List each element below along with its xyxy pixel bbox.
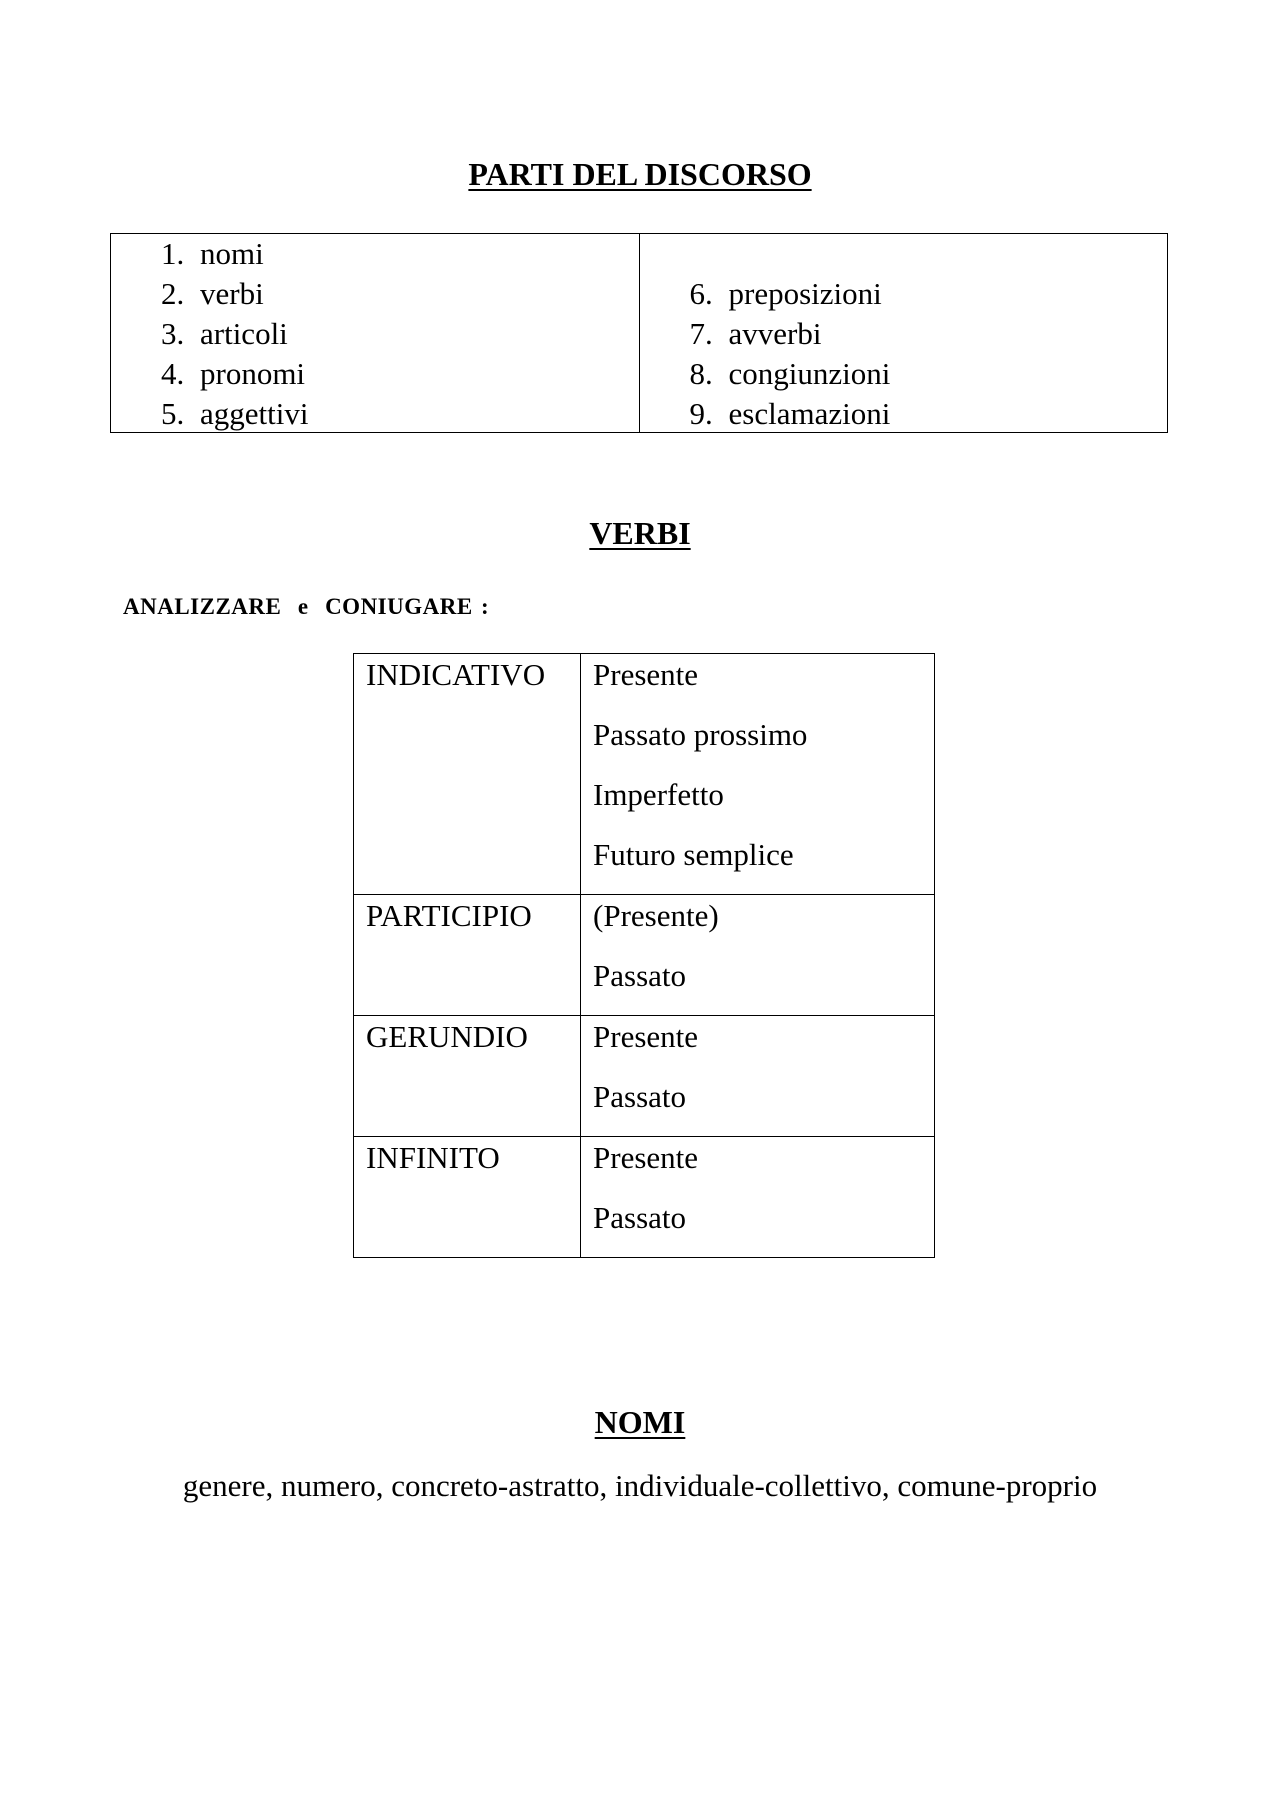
tenses-cell [581, 1137, 935, 1258]
list-item-number: 8. [689, 356, 713, 391]
verbi-instruction: ANALIZZARE e CONIUGARE : [123, 594, 490, 619]
parti-del-discorso-table [110, 233, 1168, 433]
list-item-number: 7. [689, 316, 713, 351]
list-item [690, 394, 891, 434]
list-item-number: 9. [689, 396, 713, 431]
table-row [354, 895, 935, 1016]
mode-cell [354, 654, 581, 895]
list-item [690, 314, 891, 354]
table-row [354, 1137, 935, 1258]
mode-cell [354, 1016, 581, 1137]
tense-label: Passato prossimo [593, 717, 808, 752]
verbi-title: VERBI [589, 515, 691, 551]
list-item [161, 314, 308, 354]
list-item-number: 1. [161, 236, 185, 271]
parti-left-list [161, 234, 308, 434]
table-row [354, 1016, 935, 1137]
tense-label: Passato [593, 1200, 686, 1235]
list-item [690, 274, 891, 314]
parti-del-discorso-title: PARTI DEL DISCORSO [468, 156, 812, 192]
list-item-label: verbi [200, 276, 264, 311]
mode-cell [354, 1137, 581, 1258]
tense-label: Futuro semplice [593, 837, 794, 872]
list-item-label: preposizioni [728, 276, 882, 311]
mode-cell [354, 895, 581, 1016]
mode-label: INDICATIVO [366, 657, 546, 692]
verbi-table [353, 653, 935, 1258]
list-item [161, 234, 308, 274]
tenses-cell [581, 1016, 935, 1137]
mode-label: PARTICIPIO [366, 898, 532, 933]
tenses-cell [581, 654, 935, 895]
list-item [161, 354, 308, 394]
parti-right-list [690, 274, 891, 434]
list-item-label: congiunzioni [728, 356, 891, 391]
list-item [161, 274, 308, 314]
list-item-number: 3. [161, 316, 185, 351]
mode-label: GERUNDIO [366, 1019, 528, 1054]
list-item-number: 5. [161, 396, 185, 431]
table-row [354, 654, 935, 895]
tense-label: Presente [593, 1140, 699, 1175]
tense-label: Passato [593, 1079, 686, 1114]
tense-label: Presente [593, 1019, 699, 1054]
tense-label: Presente [593, 657, 699, 692]
list-item-number: 4. [161, 356, 185, 391]
list-item [161, 394, 308, 434]
list-item-label: esclamazioni [728, 396, 891, 431]
tense-label: Imperfetto [593, 777, 724, 812]
list-item-label: nomi [200, 236, 264, 271]
tenses-cell [581, 895, 935, 1016]
tense-label: (Presente) [593, 898, 719, 933]
parti-right-column [639, 234, 1168, 432]
list-item-label: avverbi [728, 316, 822, 351]
mode-label: INFINITO [366, 1140, 500, 1175]
parti-left-column [111, 234, 639, 432]
list-item-label: articoli [200, 316, 288, 351]
list-item [690, 354, 891, 394]
list-item-number: 2. [161, 276, 185, 311]
nomi-description: genere, numero, concreto-astratto, individuale-collettivo, comune-proprio [182, 1468, 1098, 1503]
list-item-label: pronomi [200, 356, 306, 391]
list-item-number: 6. [689, 276, 713, 311]
nomi-title: NOMI [594, 1404, 686, 1440]
list-item-label: aggettivi [200, 396, 309, 431]
tense-label: Passato [593, 958, 686, 993]
